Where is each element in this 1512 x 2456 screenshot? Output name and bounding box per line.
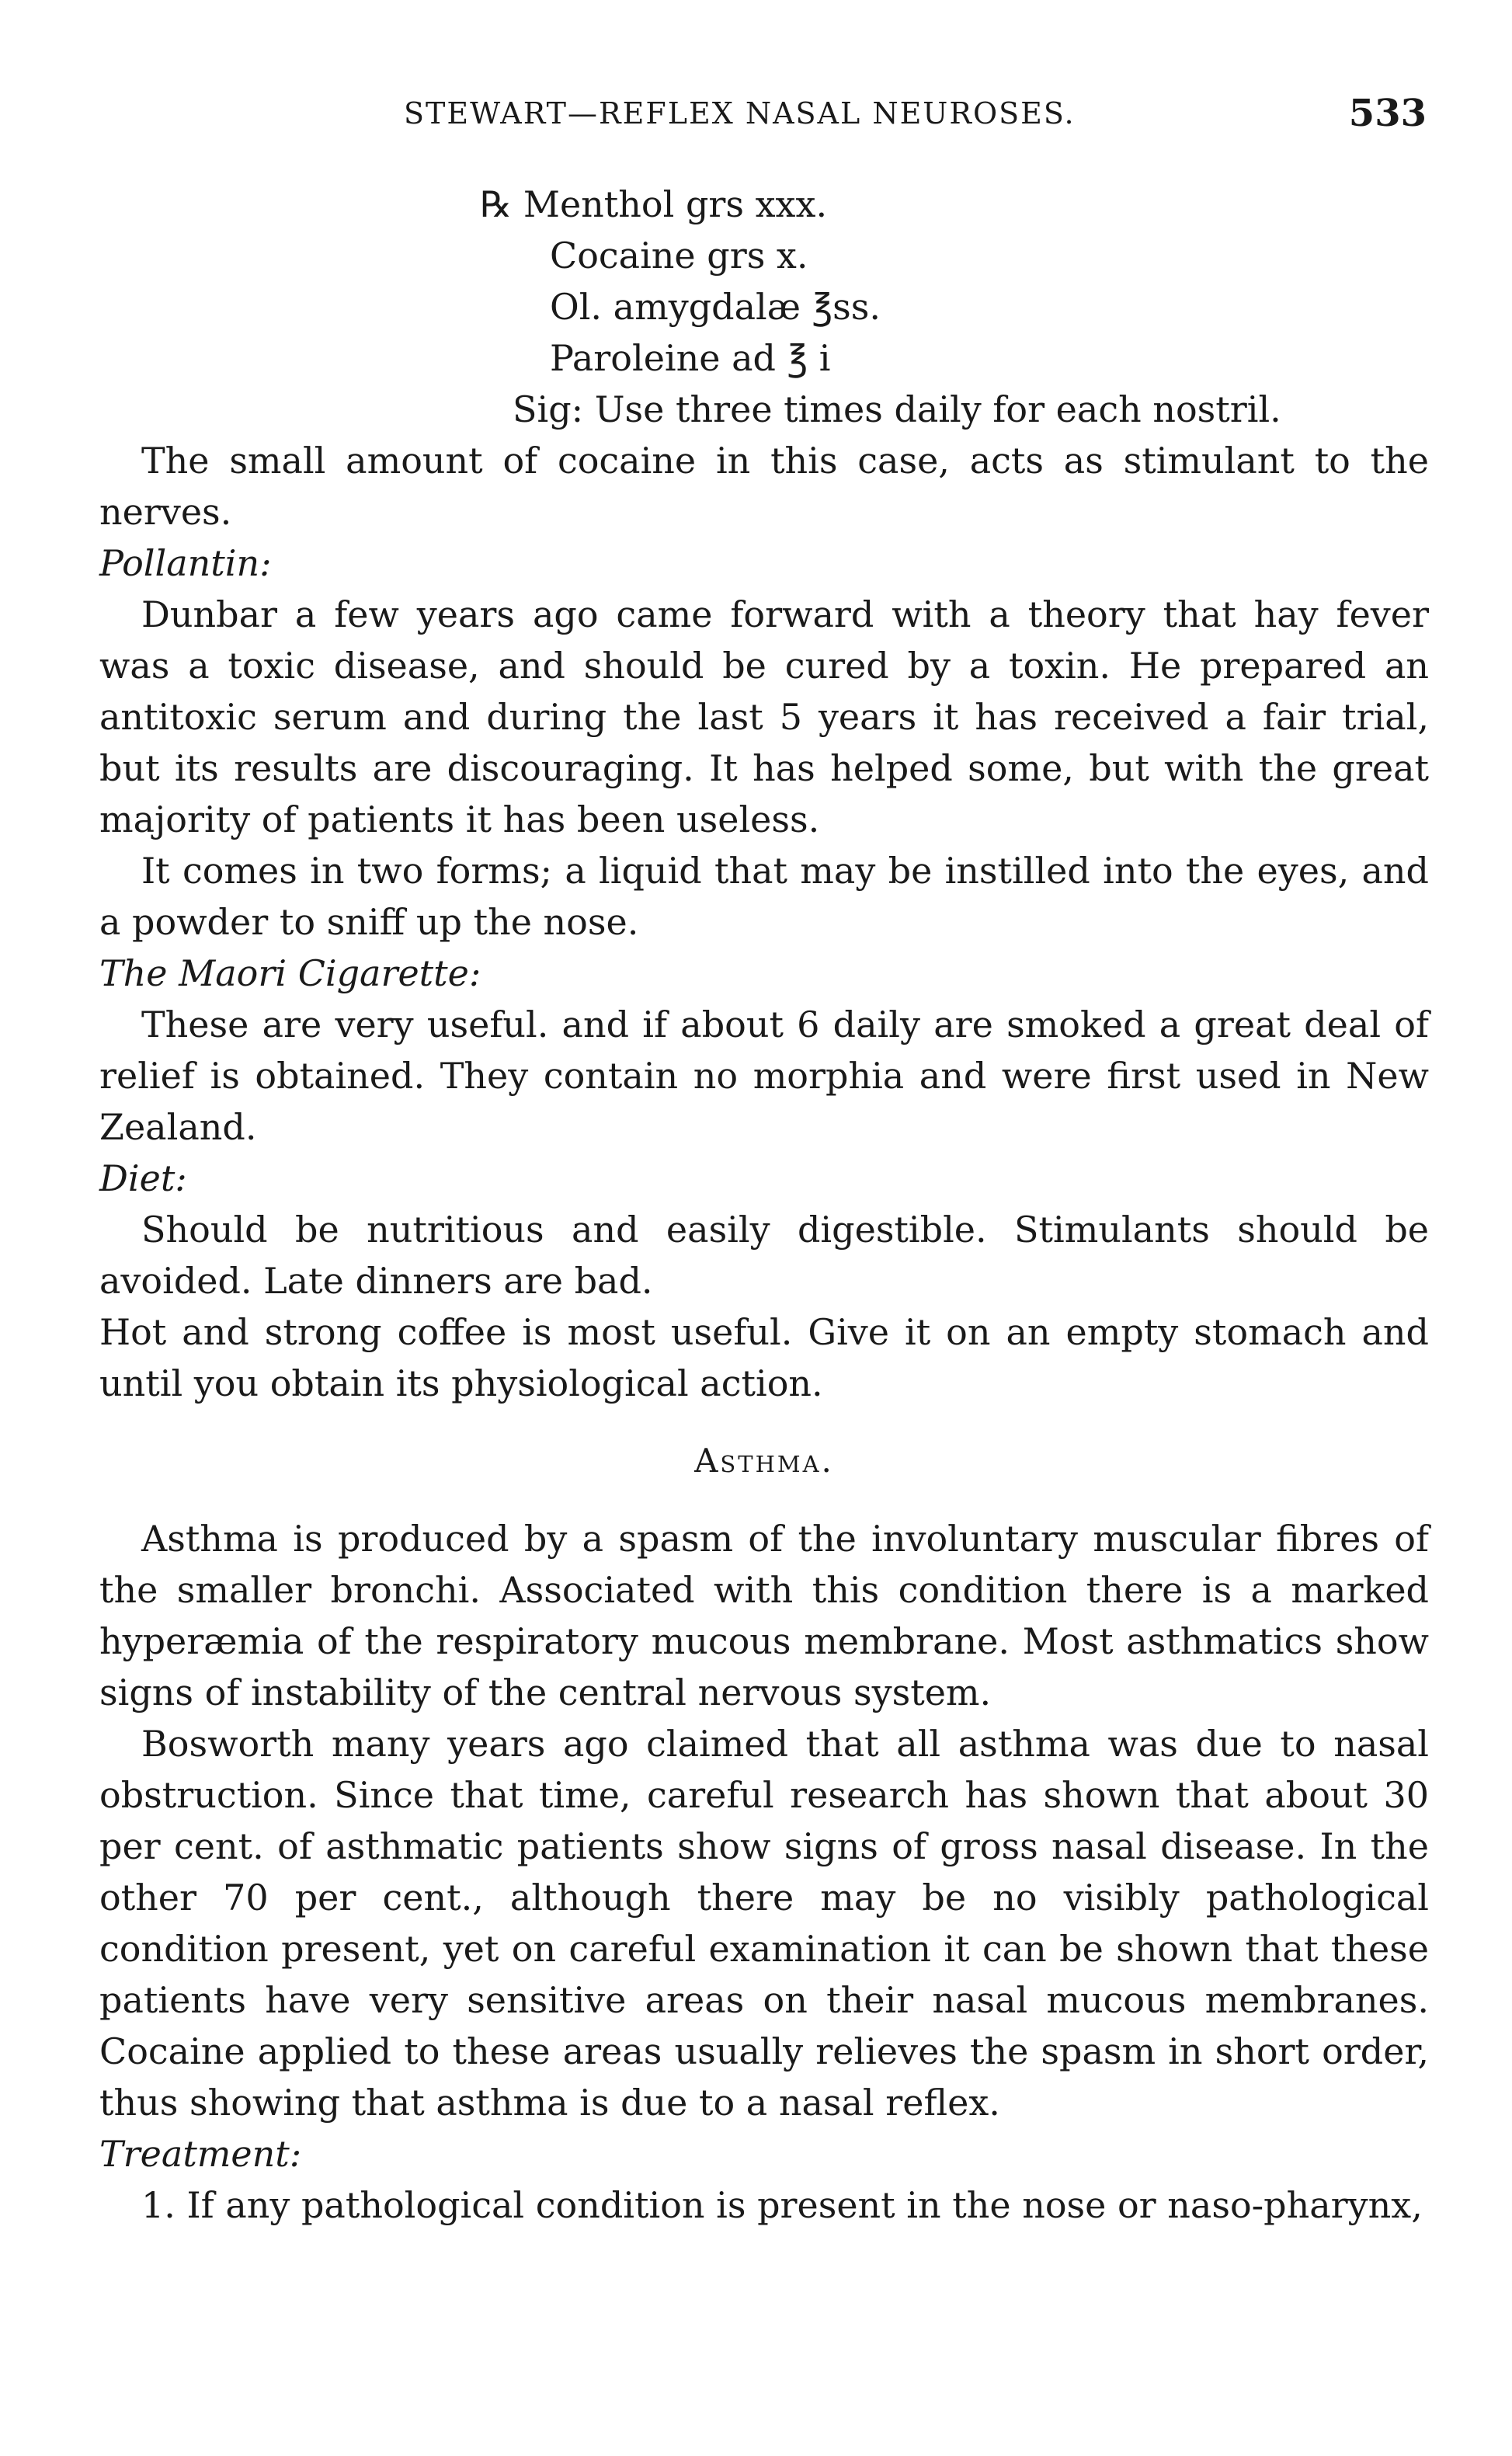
heading-maori-cigarette: The Maori Cigarette: (99, 952, 481, 994)
treatment-list-item-1: 1. If any pathological condition is present in the nose or naso-pharynx, (141, 2184, 1423, 2226)
prescription-line-cocaine: Cocaine grs x. (550, 235, 808, 277)
prescription-line-almond-oil: Ol. amygdalæ ℥ss. (550, 286, 881, 328)
page-header (0, 92, 1512, 138)
prescription-line-menthol: ℞ Menthol grs xxx. (480, 183, 828, 225)
prescription-line-paroleine: Paroleine ad ℥ i (550, 337, 831, 379)
heading-treatment: Treatment: (99, 2133, 302, 2175)
heading-diet: Diet: (99, 1157, 187, 1199)
paragraph-diet-1: Should be nutritious and easily digestible. Stimulants should be avoided. Late dinners are bad. (99, 1209, 1429, 1302)
paragraph-asthma-1: Asthma is produced by a spasm of the involuntary muscular fibres of the smaller bronchi. Associated with this condition there is a marked hyperæmia of the respiratory mucous membrane. Most asthmatics show signs of instability of the central nervous system. (99, 1518, 1429, 1713)
page-number: 533 (1348, 92, 1427, 135)
section-title-asthma: Asthma. (694, 1442, 834, 1480)
prescription-signa: Sig: Use three times daily for each nostril. (513, 388, 1281, 430)
page-body (99, 179, 1429, 2231)
prescription-block (480, 179, 1429, 435)
paragraph-diet-2: Hot and strong coffee is most useful. Give it on an empty stomach and until you obtain its physiological action. (99, 1311, 1429, 1404)
paragraph-cocaine-note: The small amount of cocaine in this case, acts as stimulant to the nerves. (99, 440, 1429, 533)
paragraph-asthma-2: Bosworth many years ago claimed that all asthma was due to nasal obstruction. Since that time, careful research has shown that about 30 per cent. of asthmatic patients show signs of gross nasal disease. In the other 70 per cent., although there may be no visibly pathological condition present, yet on careful examination it can be shown that these patients have very sensitive areas on their nasal mucous membranes. Cocaine applied to these areas usually relieves the spasm in short order, thus showing that asthma is due to a nasal reflex. (99, 1723, 1429, 2124)
paragraph-pollantin-2: It comes in two forms; a liquid that may be instilled into the eyes, and a powder to sniff up the nose. (99, 850, 1429, 943)
running-head: STEWART—REFLEX NASAL NEUROSES. (404, 96, 1076, 130)
paragraph-maori-cigarette: These are very useful. and if about 6 daily are smoked a great deal of relief is obtained. They contain no morphia and were first used in New Zealand. (99, 1004, 1429, 1148)
paragraph-pollantin-1: Dunbar a few years ago came forward with a theory that hay fever was a toxic disease, and should be cured by a toxin. He prepared an antitoxic serum and during the last 5 years it has received a fair trial, but its results are discouraging. It has helped some, but with the great majority of patients it has been useless. (99, 593, 1429, 840)
heading-pollantin: Pollantin: (99, 542, 272, 584)
